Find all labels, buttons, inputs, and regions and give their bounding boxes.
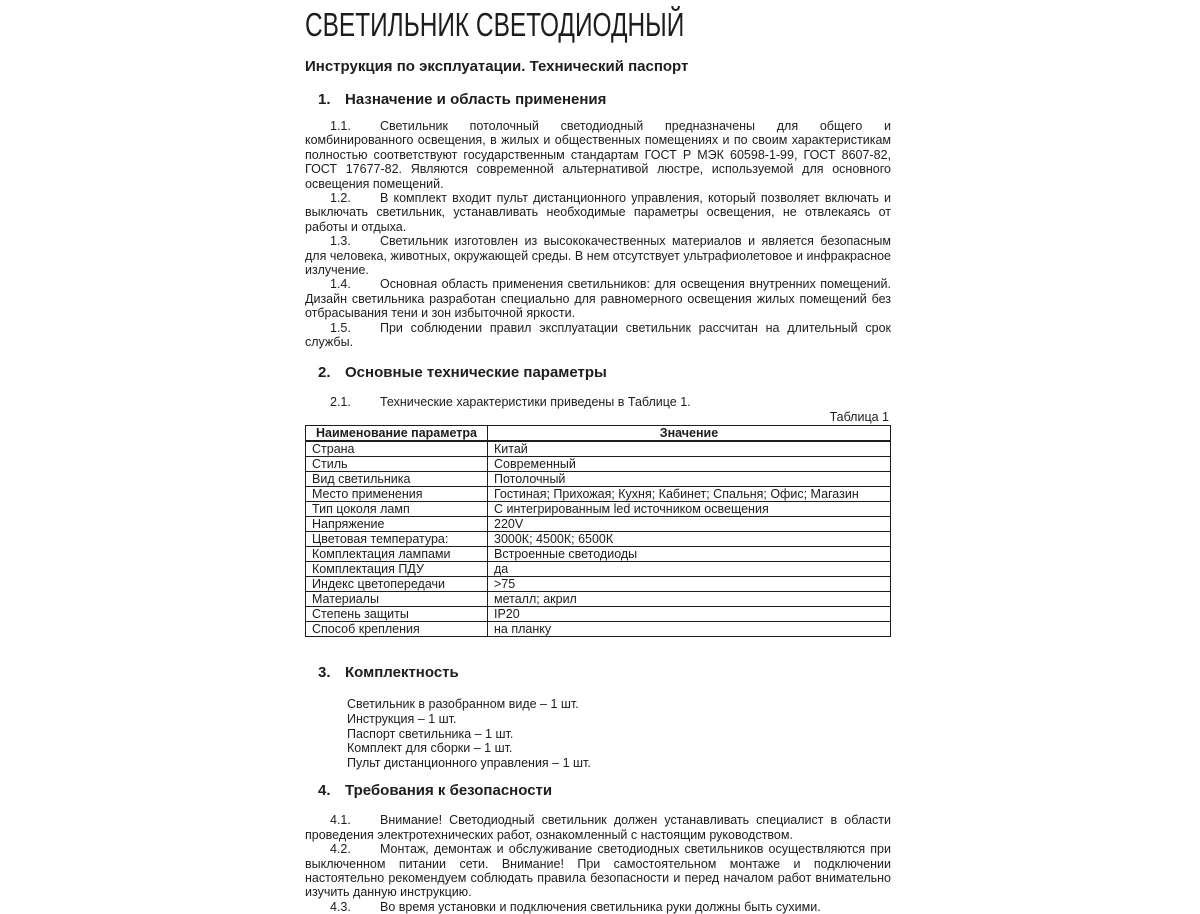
param-name-cell: Способ крепления	[306, 622, 488, 637]
paragraph-4-3	[305, 900, 891, 914]
param-name-cell: Материалы	[306, 592, 488, 607]
param-header-cell: Наименование параметра	[306, 425, 488, 441]
section-4-title: Требования к безопасности	[345, 782, 553, 800]
paragraph-1-3-text: Светильник изготовлен из высококачественных материалов и является безопасным для человека, животных, окружающей среды. В нем отсутствует ультрафиолетовое и инфракрасное излучение.	[305, 234, 891, 278]
param-value-cell: 220V	[488, 517, 891, 532]
kit-list-item: Паспорт светильника – 1 шт.	[347, 726, 514, 741]
paragraph-1-5-text: При соблюдении правил эксплуатации светильник рассчитан на длительный срок службы.	[305, 320, 891, 350]
paragraph-1-1-text: Светильник потолочный светодиодный предназначены для общего и комбинированного освещения, в жилых и общественных помещениях и по своим характеристикам полностью соответствуют государственным стандартам ГОСТ Р МЭК 60598-1-99, ГОСТ 8607-82, ГОСТ 17677-82. Являются современной альтернативой люстре, используемой для основного освещения помещений.	[305, 119, 891, 191]
param-value-cell: 3000К; 4500К; 6500К	[488, 532, 891, 547]
table-header-row	[306, 425, 891, 441]
section-4-heading	[305, 782, 891, 800]
paragraph-1-2-number: 1.2.	[330, 191, 351, 206]
table-row	[306, 487, 891, 502]
table-row	[306, 532, 891, 547]
table-row	[306, 441, 891, 457]
paragraph-4-2-number: 4.2.	[330, 842, 351, 857]
param-name-cell: Индекс цветопередачи	[306, 577, 488, 592]
param-value-cell: Китай	[488, 441, 891, 457]
paragraph-4-3-text: Во время установки и подключения светильника руки должны быть сухими.	[380, 899, 821, 914]
param-value-cell: Встроенные светодиоды	[488, 547, 891, 562]
kit-list-item: Светильник в разобранном виде – 1 шт.	[347, 697, 579, 712]
paragraph-1-2	[305, 191, 891, 234]
paragraph-2-1	[305, 395, 891, 409]
paragraph-4-1-number: 4.1.	[330, 813, 351, 828]
table-row	[306, 577, 891, 592]
paragraph-1-1-number: 1.1.	[330, 119, 351, 133]
paragraph-2-1-text: Технические характеристики приведены в Таблице 1.	[380, 394, 691, 409]
paragraph-4-1-text: Внимание! Светодиодный светильник должен устанавливать специалист в области проведения электротехнических работ, ознакомленный с настоящим руководством.	[305, 813, 891, 842]
kit-list-item: Инструкция – 1 шт.	[347, 712, 457, 726]
paragraph-1-4	[305, 277, 891, 320]
table-row	[306, 502, 891, 517]
section-1-heading	[305, 91, 891, 109]
param-value-cell: да	[488, 562, 891, 577]
paragraph-1-4-number: 1.4.	[330, 277, 351, 292]
section-2-heading	[305, 364, 891, 382]
paragraph-4-1	[305, 813, 891, 842]
paragraph-1-5-number: 1.5.	[330, 320, 351, 335]
table-row	[306, 472, 891, 487]
paragraph-4-2-text: Монтаж, демонтаж и обслуживание светодиодных светильников осуществляются при выключенном питании сети. Внимание! При самостоятельном монтаже и подключении настоятельно рекомендуем соблюдать правила безопасности и перед началом работ внимательно изучить данную инструкцию.	[305, 842, 891, 900]
section-3-number: 3.	[318, 664, 331, 682]
table-row	[306, 547, 891, 562]
paragraph-4-3-number: 4.3.	[330, 899, 351, 914]
document-subtitle: Инструкция по эксплуатации. Технический паспорт	[305, 58, 689, 75]
table-row	[306, 517, 891, 532]
param-value-cell: на планку	[488, 622, 891, 637]
section-3-heading	[305, 664, 891, 682]
section-1-number: 1.	[318, 91, 331, 108]
document-content	[305, 0, 891, 914]
param-name-cell: Стиль	[306, 457, 488, 472]
paragraph-1-3	[305, 234, 891, 277]
section-1-title: Назначение и область применения	[345, 91, 607, 108]
section-4-number: 4.	[318, 782, 331, 800]
param-name-cell: Цветовая температура:	[306, 532, 488, 547]
table-row	[306, 607, 891, 622]
param-name-cell: Комплектация лампами	[306, 547, 488, 562]
param-value-cell: Потолочный	[488, 472, 891, 487]
section-3-title: Комплектность	[345, 664, 459, 682]
paragraph-2-1-number: 2.1.	[330, 394, 351, 409]
param-value-cell: С интегрированным led источником освещения	[488, 502, 891, 517]
section-2-title: Основные технические параметры	[345, 363, 607, 381]
paragraph-1-3-number: 1.3.	[330, 234, 351, 249]
value-header-cell: Значение	[488, 425, 891, 441]
paragraph-1-1	[305, 119, 891, 191]
section-2-number: 2.	[318, 363, 331, 381]
param-name-cell: Напряжение	[306, 517, 488, 532]
param-name-cell: Степень защиты	[306, 607, 488, 622]
param-name-cell: Вид светильника	[306, 472, 488, 487]
param-value-cell: >75	[488, 577, 891, 592]
paragraph-1-2-text: В комплект входит пульт дистанционного управления, который позволяет включать и выключать светильник, устанавливать необходимые параметры освещения, не отвлекаясь от работы и отдыха.	[305, 191, 891, 234]
param-name-cell: Комплектация ПДУ	[306, 562, 488, 577]
kit-list-item: Комплект для сборки – 1 шт.	[347, 741, 513, 756]
table-caption: Таблица 1	[829, 409, 889, 424]
paragraph-4-2	[305, 842, 891, 900]
paragraph-1-4-text: Основная область применения светильников: для освещения внутренних помещений. Дизайн светильника разработан специально для равномерного освещения жилых помещений без отбрасывания тени и зон избыточной яркости.	[305, 277, 891, 321]
param-name-cell: Страна	[306, 441, 488, 457]
param-value-cell: Гостиная; Прихожая; Кухня; Кабинет; Спальня; Офис; Магазин	[488, 487, 891, 502]
kit-list	[305, 697, 891, 770]
param-value-cell: IP20	[488, 607, 891, 622]
table-row	[306, 457, 891, 472]
param-value-cell: металл; акрил	[488, 592, 891, 607]
param-name-cell: Тип цоколя ламп	[306, 502, 488, 517]
param-name-cell: Место применения	[306, 487, 488, 502]
spec-table	[305, 425, 891, 638]
table-row	[306, 592, 891, 607]
paragraph-1-5	[305, 321, 891, 350]
document-title: СВЕТИЛЬНИК СВЕТОДИОДНЫЙ	[305, 6, 685, 43]
param-value-cell: Современный	[488, 457, 891, 472]
table-row	[306, 562, 891, 577]
kit-list-item: Пульт дистанционного управления – 1 шт.	[347, 755, 591, 770]
table-row	[306, 622, 891, 637]
